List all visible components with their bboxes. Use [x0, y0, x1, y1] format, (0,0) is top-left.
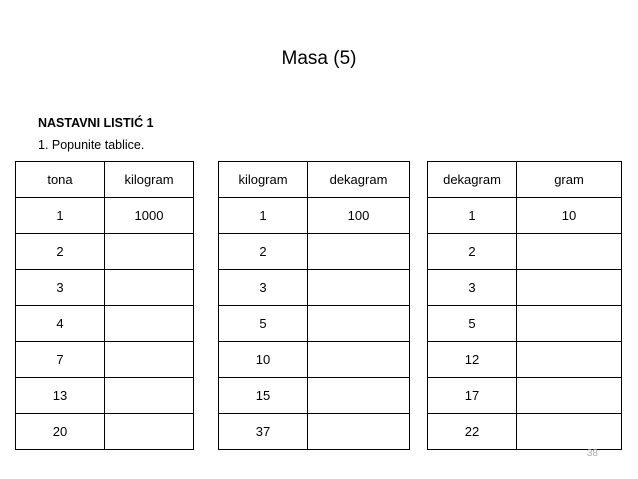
table-cell: 2	[428, 234, 517, 270]
table-row	[219, 414, 410, 450]
table-row	[16, 414, 194, 450]
table-cell: 1	[16, 198, 105, 234]
table-row	[219, 378, 410, 414]
table-cell: 10	[517, 198, 622, 234]
page-number: 38	[586, 448, 598, 459]
answer-cell[interactable]	[105, 378, 194, 414]
table-row	[16, 306, 194, 342]
answer-cell[interactable]	[105, 234, 194, 270]
table-row	[16, 342, 194, 378]
table-dekagram-gram	[427, 161, 622, 450]
header-cell: tona	[16, 162, 105, 198]
table-cell: 2	[16, 234, 105, 270]
answer-cell[interactable]	[517, 234, 622, 270]
table-row	[219, 234, 410, 270]
page-title: Masa (5)	[281, 48, 357, 69]
answer-cell[interactable]	[308, 378, 410, 414]
table-row	[428, 234, 622, 270]
table-row	[16, 198, 194, 234]
answer-cell[interactable]	[105, 306, 194, 342]
table-row	[16, 270, 194, 306]
header-cell: dekagram	[308, 162, 410, 198]
answer-cell[interactable]	[105, 414, 194, 450]
table-row	[219, 342, 410, 378]
table-row	[428, 306, 622, 342]
table-cell: 5	[428, 306, 517, 342]
header-cell: kilogram	[105, 162, 194, 198]
answer-cell[interactable]	[308, 270, 410, 306]
table-kilogram-dekagram	[218, 161, 410, 450]
answer-cell[interactable]	[517, 378, 622, 414]
answer-cell[interactable]	[517, 342, 622, 378]
table-row	[219, 306, 410, 342]
header-cell: kilogram	[219, 162, 308, 198]
table-cell: 3	[219, 270, 308, 306]
table-cell: 1	[428, 198, 517, 234]
table-cell: 20	[16, 414, 105, 450]
table-row	[428, 414, 622, 450]
table-cell: 1000	[105, 198, 194, 234]
table-row	[219, 270, 410, 306]
table-header-row	[428, 162, 622, 198]
answer-cell[interactable]	[517, 414, 622, 450]
table-cell: 13	[16, 378, 105, 414]
table-row	[219, 198, 410, 234]
instruction-text: 1. Popunite tablice.	[38, 138, 145, 152]
table-header-row	[219, 162, 410, 198]
table-cell: 100	[308, 198, 410, 234]
answer-cell[interactable]	[308, 234, 410, 270]
answer-cell[interactable]	[517, 270, 622, 306]
table-cell: 4	[16, 306, 105, 342]
table-header-row	[16, 162, 194, 198]
table-tona-kilogram	[15, 161, 194, 450]
table-row	[428, 198, 622, 234]
answer-cell[interactable]	[517, 306, 622, 342]
answer-cell[interactable]	[105, 342, 194, 378]
table-cell: 10	[219, 342, 308, 378]
table-cell: 15	[219, 378, 308, 414]
table-cell: 7	[16, 342, 105, 378]
table-cell: 3	[428, 270, 517, 306]
table-row	[16, 378, 194, 414]
table-cell: 2	[219, 234, 308, 270]
table-cell: 3	[16, 270, 105, 306]
answer-cell[interactable]	[308, 342, 410, 378]
table-cell: 17	[428, 378, 517, 414]
table-cell: 1	[219, 198, 308, 234]
answer-cell[interactable]	[308, 414, 410, 450]
worksheet-heading: NASTAVNI LISTIĆ 1	[38, 116, 154, 130]
table-cell: 12	[428, 342, 517, 378]
table-row	[428, 270, 622, 306]
table-row	[428, 378, 622, 414]
header-cell: dekagram	[428, 162, 517, 198]
table-row	[16, 234, 194, 270]
table-cell: 22	[428, 414, 517, 450]
answer-cell[interactable]	[105, 270, 194, 306]
answer-cell[interactable]	[308, 306, 410, 342]
table-row	[428, 342, 622, 378]
table-cell: 37	[219, 414, 308, 450]
header-cell: gram	[517, 162, 622, 198]
table-cell: 5	[219, 306, 308, 342]
